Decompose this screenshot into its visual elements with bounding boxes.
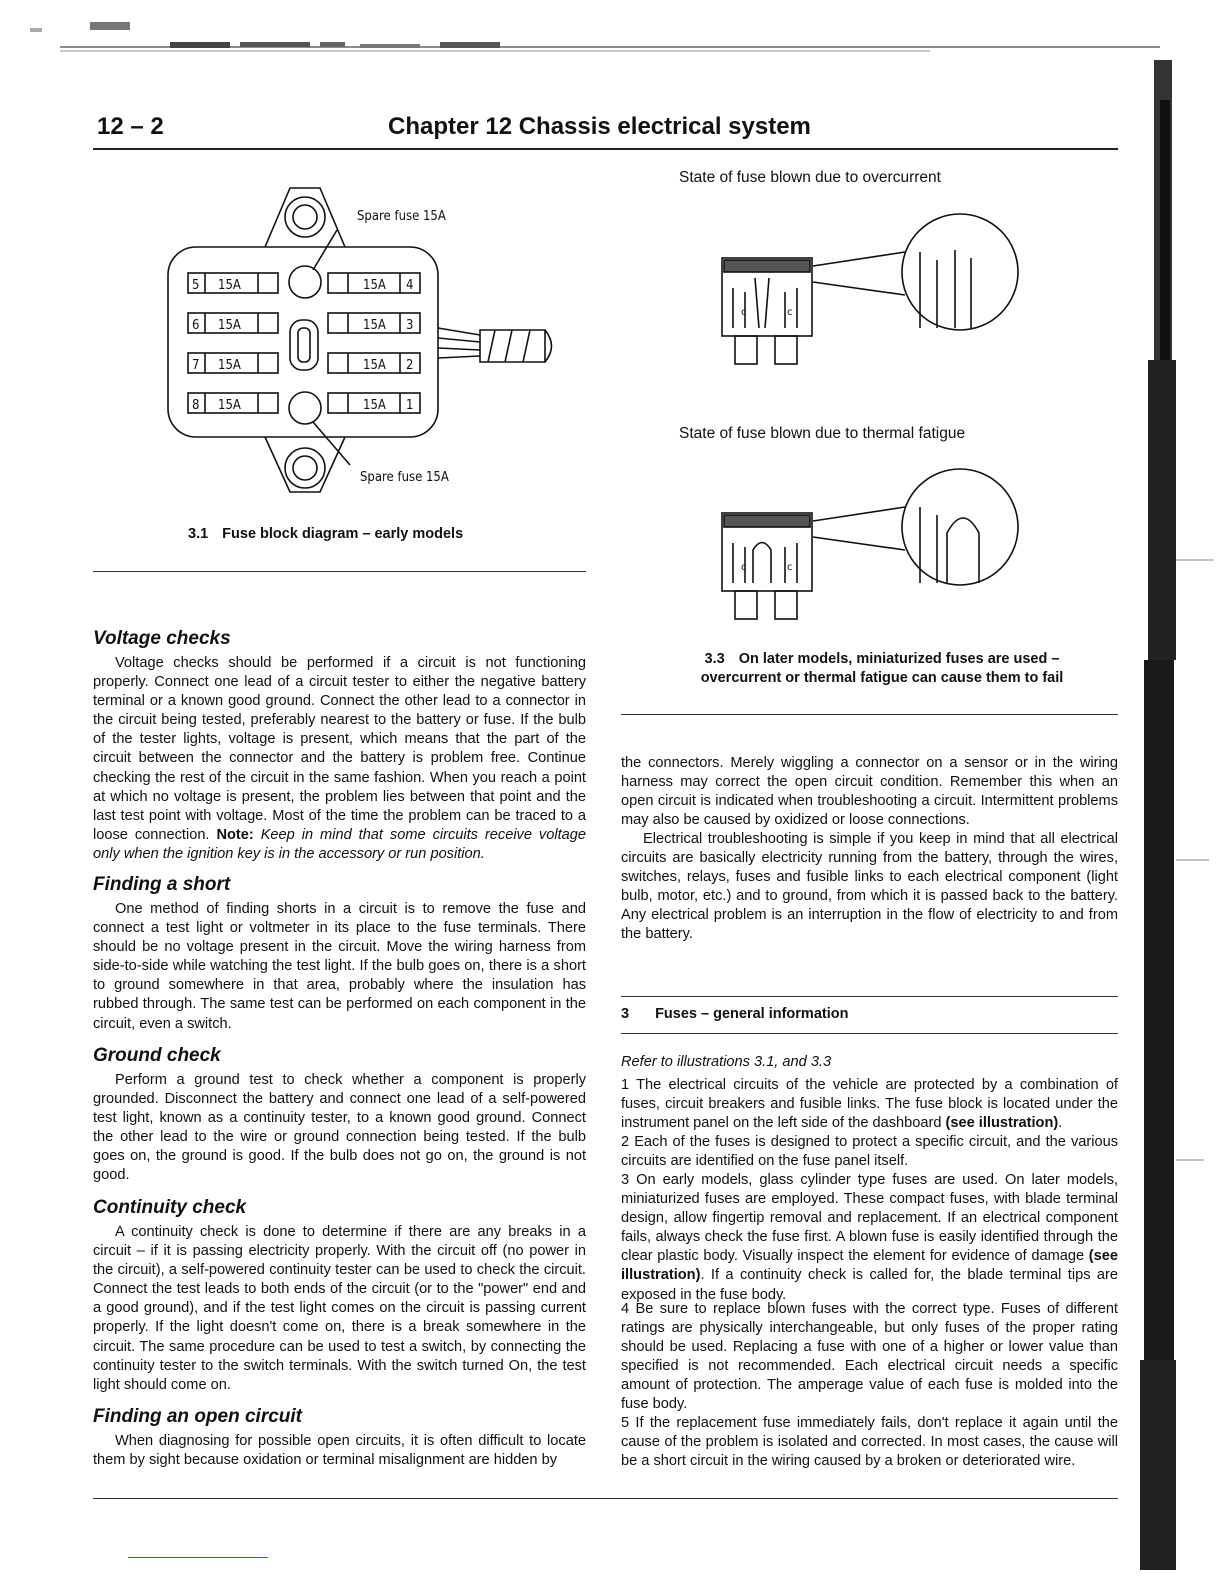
spare-fuse-bottom-label: Spare fuse 15A (360, 470, 449, 485)
terminal-label: c (787, 307, 793, 318)
fuse-overcurrent-illustration (715, 200, 1025, 380)
fuse-rating: 15A (363, 278, 386, 293)
figure-rule (621, 714, 1118, 715)
troubleshooting-paragraph: Electrical troubleshooting is simple if you keep in mind that all electrical circuits are basically electricity running from the battery, through the wires, switches, relays, fuses and fusible links to each electrical component (light bulb, motor, etc.) and to ground, from which it is passed back to the battery. Any electrical problem is an interruption in the flow of electricity to and from the battery. (621, 831, 1118, 943)
paragraph-text: Voltage checks should be performed if a circuit is not functioning properly. Connect one lead of a circuit tester to either the negative battery terminal or a known good ground. Connect the other lead to a connector in the circuit being tested, preferably nearest to the battery or fuse. If the bulb of the tester lights, voltage is present, which means that the part of the circuit between the connector and the battery is problem free. Continue checking the rest of the circuit in the same fashion. When you reach a point at which no voltage is present, the problem lies between that point and the last test point with voltage. Most of the time the problem can be traced to a loose connection. (93, 655, 586, 843)
fuses-section-heading (621, 1006, 848, 1022)
item-text: . (1058, 1115, 1063, 1132)
figure-number: 3.1 (188, 526, 209, 542)
refer-illustrations: Refer to illustrations 3.1, and 3.3 (621, 1054, 832, 1070)
section-rule (621, 1033, 1118, 1034)
footer-rule (93, 1498, 1118, 1499)
figure-caption-line: overcurrent or thermal fatigue can cause them to fail (700, 670, 1064, 686)
overcurrent-label: State of fuse blown due to overcurrent (679, 169, 941, 186)
fuse-rating: 15A (218, 318, 241, 333)
note-label: Note: (216, 826, 254, 843)
figure-caption-text: Fuse block diagram – early models (222, 526, 464, 542)
header-rule (93, 148, 1118, 150)
item-text: 3 On early models, glass cylinder type fuses are used. On later models, miniaturized fuses are employed. These compact fuses, with blade terminal design, allow fingertip removal and replacement. If an electrical component fails, always check the fuse first. A blown fuse is easily identified through the clear plastic body. Visually inspect the element for evidence of damage (621, 1172, 1118, 1265)
fuse-block-diagram (150, 180, 580, 500)
section-heading-ground: Ground check (93, 1045, 221, 1066)
fuse-position: 6 (192, 318, 200, 333)
spare-fuse-top-label: Spare fuse 15A (357, 209, 446, 224)
fuse-position: 5 (192, 278, 200, 293)
fuse-position: 8 (192, 398, 200, 413)
note-text: Keep in mind that some circuits receive voltage only when the ignition key is in the accessory or run position. (93, 826, 586, 862)
fuse-position: 7 (192, 358, 200, 373)
section-number: 3 (621, 1006, 630, 1022)
fuse-position: 4 (406, 278, 414, 293)
fuses-item-5: 5 If the replacement fuse immediately fails, don't replace it again until the cause of the problem is isolated and corrected. In most cases, the cause will be a short circuit in the wiring caused by a broken or deteriorated wire. (621, 1415, 1118, 1470)
fuse-rating: 15A (218, 398, 241, 413)
figure-number: 3.3 (704, 651, 725, 667)
fuse-rating: 15A (363, 318, 386, 333)
page-number: 12 – 2 (97, 113, 164, 140)
chapter-title: Chapter 12 Chassis electrical system (388, 113, 811, 140)
fuse-position: 2 (406, 358, 414, 373)
section-title: Fuses – general information (655, 1006, 849, 1022)
continuity-check-paragraph: A continuity check is done to determine if there are any breaks in a circuit – if it is passing electricity properly. With the circuit off (no power in the circuit), a self-powered continuity tester can be used to check the circuit. Connect the test leads to both ends of the circuit (or to the "power" end and a good ground), and if the test light comes on the circuit is passing current properly. If the light doesn't come on, there is a break somewhere in the circuit. The same procedure can be used to test a switch, by connecting the continuity tester to the switch terminals. With the switch turned On, the test light should come on. (93, 1224, 586, 1393)
section-heading-open-circuit: Finding an open circuit (93, 1406, 302, 1427)
terminal-label: c (787, 562, 793, 573)
fuse-position: 1 (406, 398, 414, 413)
ground-check-paragraph: Perform a ground test to check whether a component is properly grounded. Disconnect the battery and connect one lead of a self-powered test light, known as a continuity tester, to a known good ground. Connect the other lead to the wire or ground connection being tested. If the bulb goes on, the ground is good. If the bulb does not go on, the ground is not good. (93, 1072, 586, 1184)
figure-3-3-caption (672, 650, 1092, 688)
illustration-ref: (see illustration) (945, 1115, 1059, 1132)
footer-mark (128, 1557, 268, 1558)
continued-paragraph: the connectors. Merely wiggling a connector on a sensor or in the wiring harness may correct the open circuit condition. Remember this when an open circuit is indicated when troubleshooting a circuit. Intermittent problems may also be caused by oxidized or loose connections. (621, 755, 1118, 829)
figure-3-1-caption (188, 525, 463, 544)
fuses-item-4: 4 Be sure to replace blown fuses with the correct type. Fuses of different ratings are physically interchangeable, but only fuses of the proper rating should be used. Replacing a fuse with one of a higher or lower value than specified is not recommended. Each electrical circuit needs a specific amount of protection. The amperage value of each fuse is molded into the fuse body. (621, 1301, 1118, 1413)
fuse-rating: 15A (363, 358, 386, 373)
figure-caption-line: On later models, miniaturized fuses are used – (738, 651, 1060, 667)
scan-artifact-binding-edge (1134, 60, 1224, 1580)
item-text: 1 The electrical circuits of the vehicle are protected by a combination of fuses, circuit breakers and fusible links. The fuse block is located under the instrument panel on the left side of the dashboard (621, 1077, 1118, 1132)
open-circuit-paragraph: When diagnosing for possible open circuits, it is often difficult to locate them by sight because oxidation or terminal misalignment are hidden by (93, 1433, 586, 1469)
scan-artifact-top (30, 20, 1160, 70)
fuses-item-2: 2 Each of the fuses is designed to protect a specific circuit, and the various circuits are identified on the fuse panel itself. (621, 1134, 1118, 1170)
terminal-label: c (741, 562, 747, 573)
section-heading-short: Finding a short (93, 874, 231, 895)
terminal-label: c (741, 307, 747, 318)
section-heading-voltage: Voltage checks (93, 628, 231, 649)
voltage-checks-paragraph (93, 654, 586, 864)
fuse-rating: 15A (363, 398, 386, 413)
thermal-fatigue-label: State of fuse blown due to thermal fatigue (679, 425, 966, 442)
illustration-ref: (see illustration) (621, 1248, 1118, 1284)
fuse-thermal-illustration (715, 455, 1025, 635)
fuses-item-3 (621, 1171, 1118, 1305)
finding-short-paragraph: One method of finding shorts in a circuit is to remove the fuse and connect a test light or voltmeter in its place to the fuse terminals. There should be no voltage present in the circuit. Move the wiring harness from side-to-side while watching the test light. If the bulb goes on, there is a short to ground somewhere in that area, probably where the insulation has rubbed through. The same test can be performed on each component in the circuit, even a switch. (93, 901, 586, 1032)
fuse-rating: 15A (218, 358, 241, 373)
section-heading-continuity: Continuity check (93, 1197, 247, 1218)
fuse-position: 3 (406, 318, 414, 333)
figure-rule (93, 571, 586, 572)
fuses-item-1 (621, 1076, 1118, 1133)
item-text: . If a continuity check is called for, the blade terminal tips are exposed in the fuse body. (621, 1267, 1118, 1303)
section-rule (621, 996, 1118, 997)
fuse-rating: 15A (218, 278, 241, 293)
